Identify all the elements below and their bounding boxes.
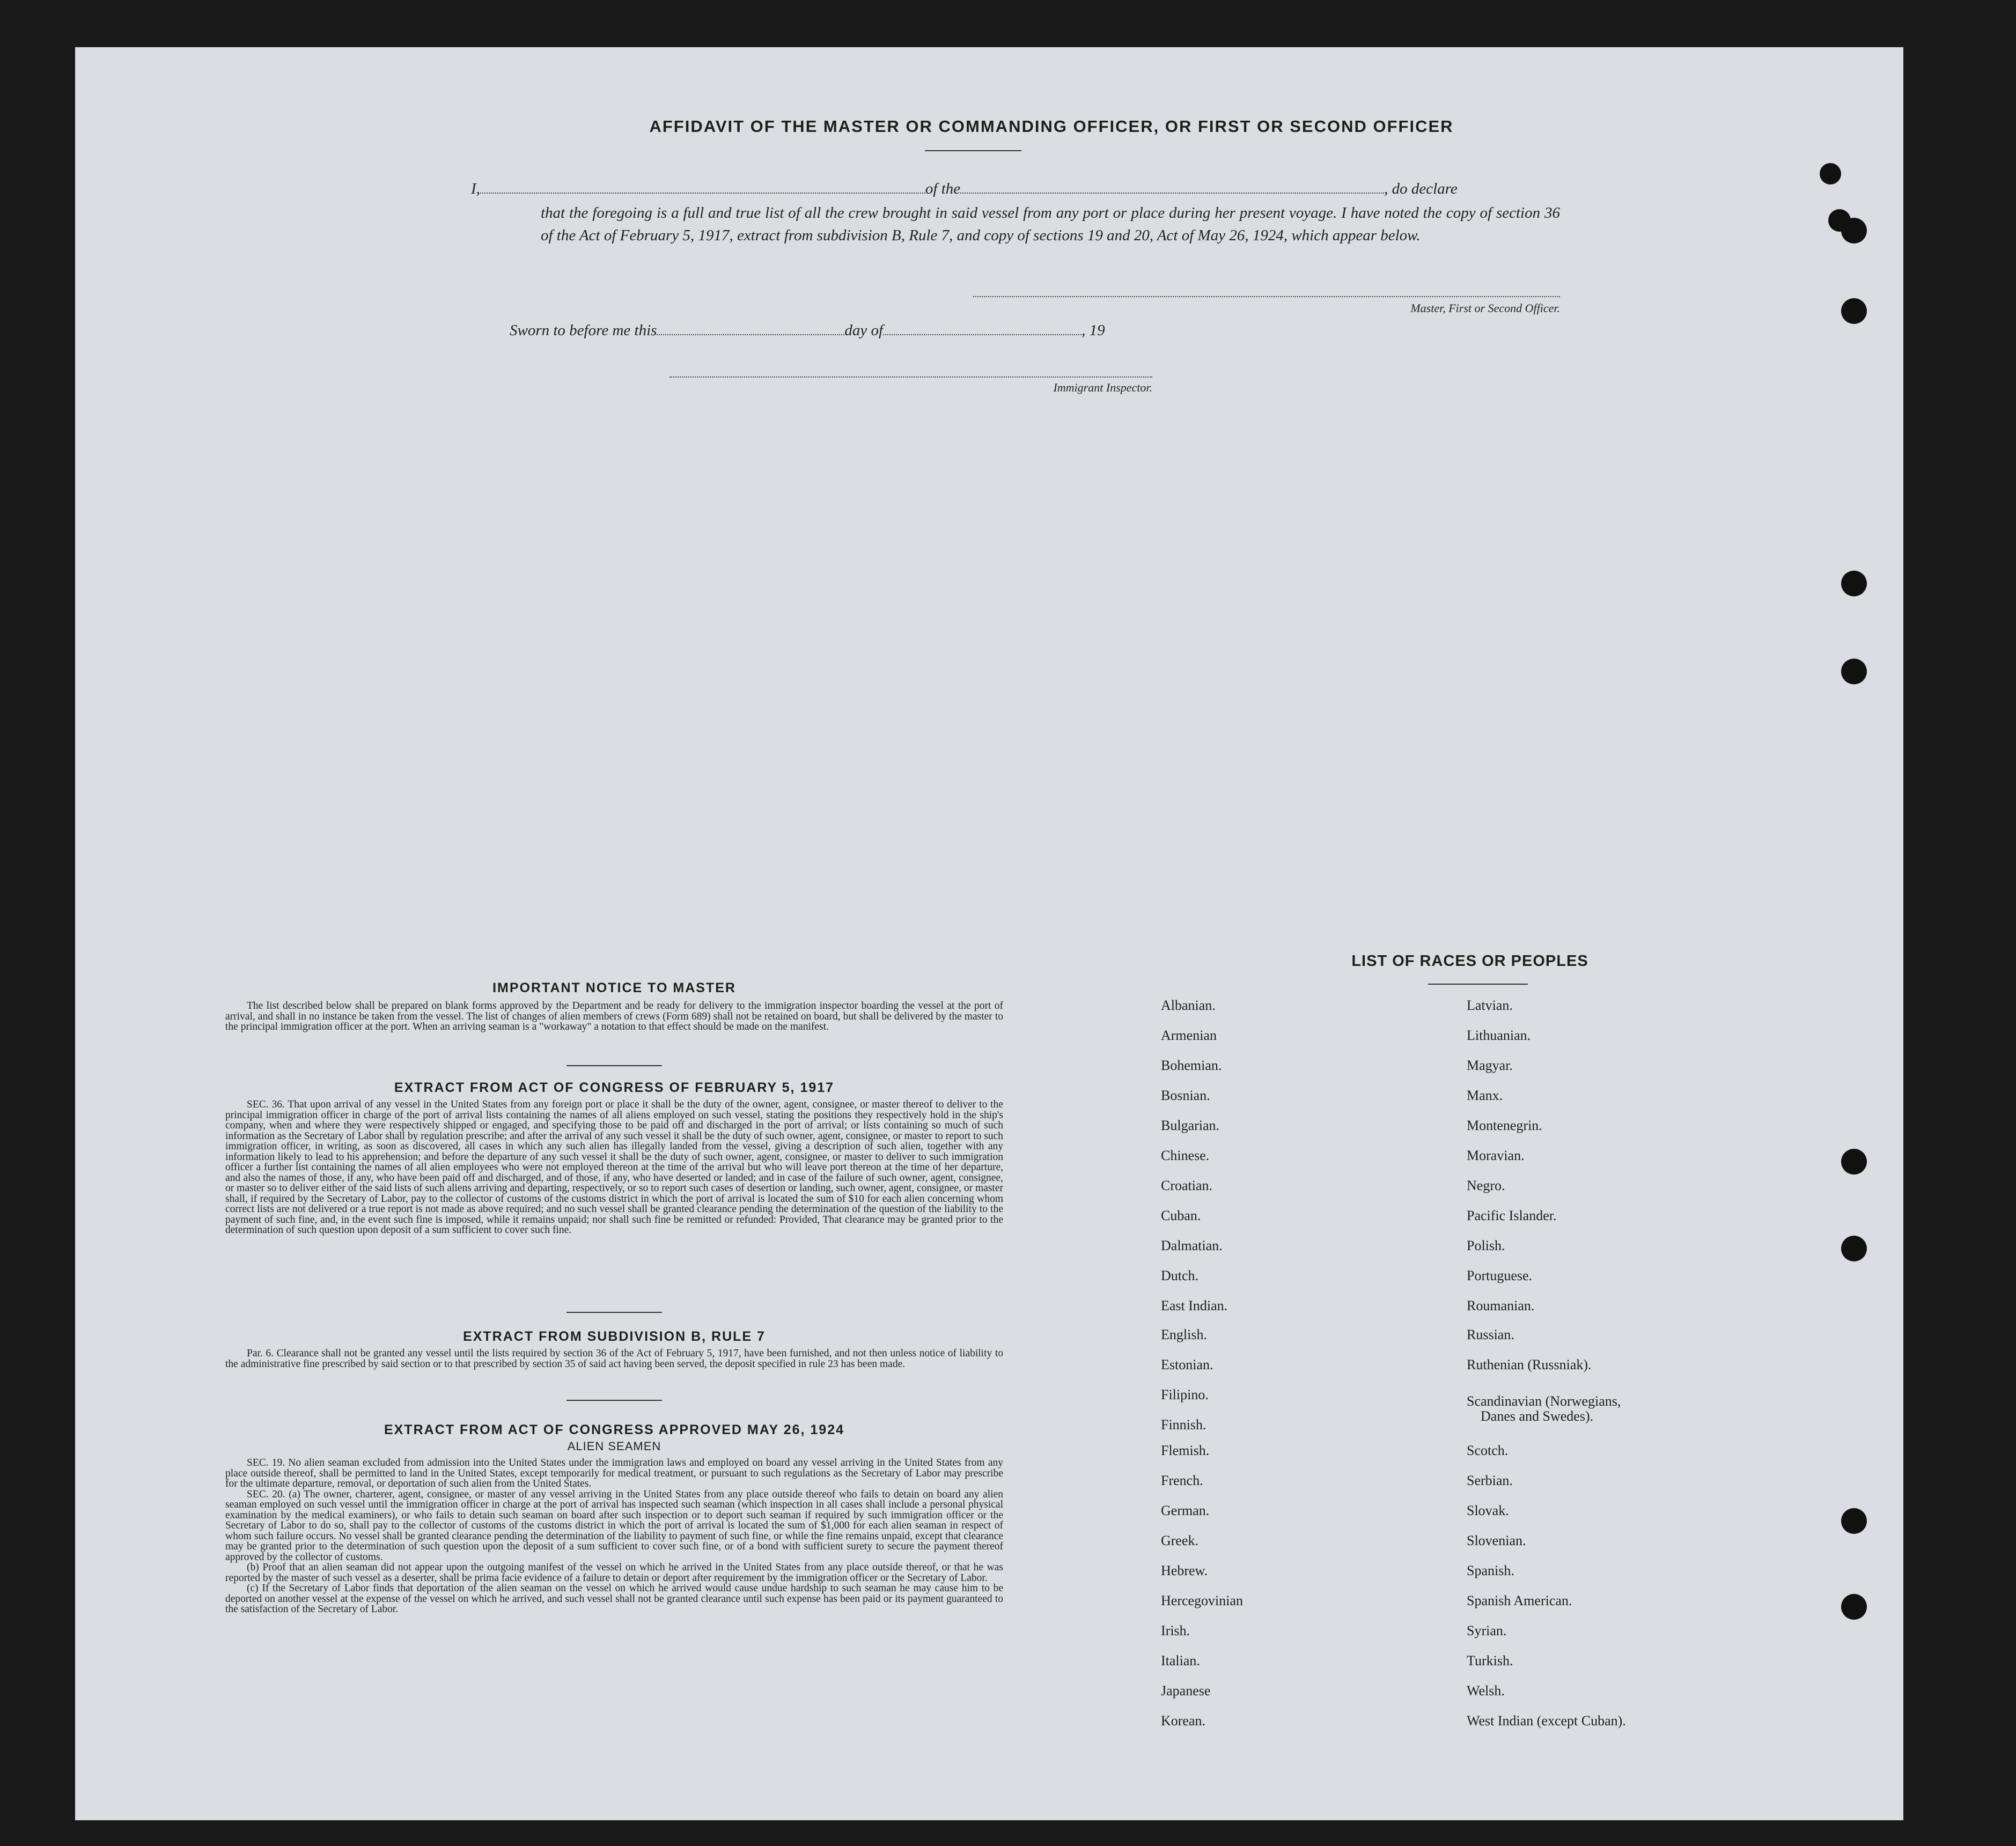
declarant-name-blank[interactable]	[480, 193, 925, 194]
affidavit-title: AFFIDAVIT OF THE MASTER OR COMMANDING OFFICER, OR FIRST OR SECOND OFFICER	[649, 117, 1454, 136]
punch-hole	[1841, 218, 1867, 243]
inspector-signature-line[interactable]	[669, 376, 1152, 378]
master-signature-line[interactable]	[973, 296, 1560, 297]
race-item: Italian.	[1161, 1653, 1200, 1668]
race-item: Serbian.	[1467, 1473, 1513, 1488]
race-item: Dalmatian.	[1161, 1238, 1223, 1253]
race-item: English.	[1161, 1327, 1207, 1342]
divider	[566, 1065, 662, 1066]
race-item: Spanish American.	[1467, 1593, 1572, 1608]
race-item: Welsh.	[1467, 1683, 1505, 1699]
race-item: Lithuanian.	[1467, 1028, 1531, 1043]
alien-seamen-subtitle: ALIEN SEAMEN	[567, 1439, 661, 1453]
race-item: Manx.	[1467, 1088, 1503, 1103]
race-item: Danes and Swedes).	[1481, 1408, 1594, 1424]
race-item: Moravian.	[1467, 1148, 1525, 1163]
punch-hole	[1841, 1508, 1867, 1534]
affidavit-declarant-line	[471, 180, 1458, 198]
race-item: Bosnian.	[1161, 1088, 1210, 1103]
punch-hole	[1820, 163, 1841, 184]
race-item: Filipino.	[1161, 1387, 1209, 1402]
race-item: Chinese.	[1161, 1148, 1210, 1163]
extract-1924-text	[225, 1458, 1003, 1615]
punch-hole	[1841, 571, 1867, 596]
race-item: Russian.	[1467, 1327, 1514, 1342]
master-signature-label: Master, First or Second Officer.	[1410, 301, 1560, 315]
race-item: Finnish.	[1161, 1417, 1206, 1433]
inspector-label: Immigrant Inspector.	[1053, 381, 1152, 394]
section-20c-paragraph: (c) If the Secretary of Labor finds that deportation of the alien seaman on the vessel on which he arrived would cause undue hardship to such seaman he may cause him to be deported on another vessel at the expense of the vessel on which he arrived, and such vessel shall not be granted clearance until such expense has been paid or its payment guaranteed to the satisfaction of the Secretary of Labor.	[225, 1583, 1003, 1615]
race-item: Scotch.	[1467, 1443, 1509, 1458]
race-item: Montenegrin.	[1467, 1118, 1542, 1133]
race-item: Portuguese.	[1467, 1268, 1533, 1283]
race-item: Greek.	[1161, 1533, 1199, 1548]
sworn-day-blank[interactable]	[657, 334, 844, 335]
race-item: Latvian.	[1467, 998, 1513, 1013]
race-item: Negro.	[1467, 1178, 1505, 1193]
rule-7-text	[225, 1348, 1003, 1369]
race-item: Polish.	[1467, 1238, 1505, 1253]
rule-7-title: EXTRACT FROM SUBDIVISION B, RULE 7	[463, 1329, 766, 1344]
sworn-year: , 19	[1081, 322, 1105, 339]
divider	[566, 1312, 662, 1313]
race-item: Scandinavian (Norwegians,	[1467, 1393, 1621, 1409]
section-19-paragraph: SEC. 19. No alien seaman excluded from admission into the United States under the immigration laws and employed on board any vessel arriving in the United States from any place outside thereof, shall be permitted to land in the United States, except temporarily for medical treatment, or pursuant to such regulations as the Secretary of Labor may prescribe for the ultimate departure, removal, or deportation of such alien from the United States.	[225, 1457, 1003, 1489]
race-item: French.	[1161, 1473, 1203, 1488]
race-item: Bulgarian.	[1161, 1118, 1220, 1133]
race-item: Flemish.	[1161, 1443, 1210, 1458]
race-item: Armenian	[1161, 1028, 1217, 1043]
notice-text	[225, 1001, 1003, 1032]
extract-1917-text	[225, 1099, 1003, 1236]
race-item: Japanese	[1161, 1683, 1211, 1699]
affidavit-i: I,	[471, 180, 480, 197]
race-item: Cuban.	[1161, 1208, 1201, 1223]
notice-title: IMPORTANT NOTICE TO MASTER	[492, 980, 736, 995]
divider	[925, 150, 1021, 151]
divider	[566, 1400, 662, 1401]
sworn-line	[510, 322, 1105, 339]
race-item: Pacific Islander.	[1467, 1208, 1557, 1223]
race-item: Turkish.	[1467, 1653, 1513, 1668]
punch-hole	[1841, 1594, 1867, 1620]
punch-hole	[1841, 298, 1867, 324]
race-item: Spanish.	[1467, 1563, 1514, 1578]
race-item: West Indian (except Cuban).	[1467, 1713, 1626, 1729]
section-36-paragraph: SEC. 36. That upon arrival of any vessel in the United States from any foreign port or place it shall be the duty of the owner, agent, consignee, or master thereof to deliver to the principal immigration officer in charge of the port of arrival lists containing the names of all aliens employed on such vessel, stating the positions they respectively hold in the ship's company, when and where they were respectively shipped or engaged, and specifying those to be paid off and discharged in the port of arrival; or lists containing so much of such information as the Secretary of Labor shall by regulation prescribe; and after the arrival of any such vessel it shall be the duty of such owner, agent, consignee, or master to report to such immigration officer, in writing, as soon as discovered, all cases in which any such alien has illegally landed from the vessel, giving a description of such alien, together with any information likely to lead to his apprehension; and before the departure of any such vessel it shall be the duty of such owner, agent, consignee, or master to deliver to such immigration officer a further list containing the names of all alien employees who were not employed thereon at the time of the arrival but who will leave port thereon at the time of her departure, and also the names of those, if any, who have been paid off and discharged, and of those, if any, who have deserted or landed; and in case of the failure of such owner, agent, consignee, or master so to deliver either of the said lists of such aliens arriving and departing, respectively, or so to report such cases of desertion or landing, such owner, agent, consignee, or master shall, if required by the Secretary of Labor, pay to the collector of customs of the customs district in which the port of arrival is located the sum of $10 for each alien concerning whom correct lists are not delivered or a true report is not made as above required; and no such vessel shall be granted clearance pending the determination of the question of the liability to the payment of such fine, and, in the event such fine is imposed, while it remains unpaid; nor shall such fine be remitted or refunded: Provided, That clearance may be granted prior to the determination of such question upon deposit of a sum sufficient to cover such fine.	[225, 1099, 1003, 1236]
extract-1924-title: EXTRACT FROM ACT OF CONGRESS APPROVED MAY 26, 1924	[384, 1422, 845, 1437]
race-item: Syrian.	[1467, 1623, 1507, 1638]
race-item: Magyar.	[1467, 1058, 1513, 1073]
section-20b-paragraph: (b) Proof that an alien seaman did not appear upon the outgoing manifest of the vessel on which he arrived in the United States from any place outside thereof, or that he was reported by the master of such vessel as a deserter, shall be prima facie evidence of a failure to detain or deport after requirement by the immigration officer or the Secretary of Labor.	[225, 1562, 1003, 1584]
race-item: Slovak.	[1467, 1503, 1509, 1518]
sworn-month-blank[interactable]	[883, 334, 1081, 335]
section-20a-paragraph: SEC. 20. (a) The owner, charterer, agent, consignee, or master of any vessel arriving in the United States from any place outside thereof who fails to detain on board any alien seaman employed on such vessel until the immigration officer in charge at the port of arrival has inspected such seaman (which inspection in all cases shall include a personal physical examination by the medical examiners), or who fails to detain such seaman on board after such inspection or to deport such seaman if required by such immigration officer or the Secretary of Labor to do so, shall pay to the collector of customs of the customs district in which the port of arrival is located the sum of $1,000 for each alien seaman in respect of whom such failure occurs. No vessel shall be granted clearance pending the determination of the liability to payment of such fine, or while the fine remains unpaid, except that clearance may be granted prior to the determination of such question upon the deposit of a sum sufficient to cover such fine, or of a bond with sufficient surety to secure the payment thereof approved by the collector of customs.	[225, 1488, 1003, 1563]
notice-paragraph: The list described below shall be prepared on blank forms approved by the Department and be ready for delivery to the immigration inspector boarding the vessel at the port of arrival, and shall in no instance be taken from the vessel. The list of changes of alien members of crews (Form 689) shall not be retained on board, but shall be delivered by the master to the principal immigration officer at the port. When an arriving seaman is a "workaway" a notation to that effect should be made on the manifest.	[225, 1000, 1003, 1032]
punch-hole	[1841, 659, 1867, 684]
race-item: Dutch.	[1161, 1268, 1199, 1283]
race-item: Irish.	[1161, 1623, 1190, 1638]
race-item: Croatian.	[1161, 1178, 1213, 1193]
divider	[1428, 984, 1528, 985]
affidavit-do-declare: , do declare	[1384, 180, 1458, 197]
sworn-day-of: day of	[844, 322, 884, 339]
race-item: Estonian.	[1161, 1357, 1213, 1372]
sworn-prefix: Sworn to before me this	[510, 322, 657, 339]
rule-7-paragraph: Par. 6. Clearance shall not be granted any vessel until the lists required by section 36 of the Act of February 5, 1917, have been furnished, and not then unless notice of liability to the administrative fine prescribed by said section or to that prescribed by section 35 of said act having been served, the deposit specified in rule 23 has been made.	[225, 1348, 1003, 1370]
race-item: East Indian.	[1161, 1298, 1228, 1313]
affidavit-statement: that the foregoing is a full and true list of all the crew brought in said vessel from any port or place during her present voyage. I have noted the copy of section 36 of the Act of February 5, 1917, extract from subdivision B, Rule 7, and copy of sections 19 and 20, Act of May 26, 1924, which appear below.	[541, 204, 1560, 244]
punch-hole	[1841, 1236, 1867, 1261]
race-item: Roumanian.	[1467, 1298, 1535, 1313]
race-item: German.	[1161, 1503, 1210, 1518]
races-title: LIST OF RACES OR PEOPLES	[1351, 952, 1588, 970]
race-item: Ruthenian (Russniak).	[1467, 1357, 1592, 1372]
race-item: Hebrew.	[1161, 1563, 1208, 1578]
punch-hole	[1841, 1149, 1867, 1175]
extract-1917-title: EXTRACT FROM ACT OF CONGRESS OF FEBRUARY 5, 1917	[394, 1080, 835, 1095]
vessel-name-blank[interactable]	[960, 193, 1384, 194]
affidavit-of-the: of the	[925, 180, 961, 197]
race-item: Bohemian.	[1161, 1058, 1222, 1073]
race-item: Albanian.	[1161, 998, 1216, 1013]
race-item: Korean.	[1161, 1713, 1206, 1729]
document-page	[75, 47, 1903, 1820]
race-item: Hercegovinian	[1161, 1593, 1244, 1608]
race-item: Slovenian.	[1467, 1533, 1526, 1548]
